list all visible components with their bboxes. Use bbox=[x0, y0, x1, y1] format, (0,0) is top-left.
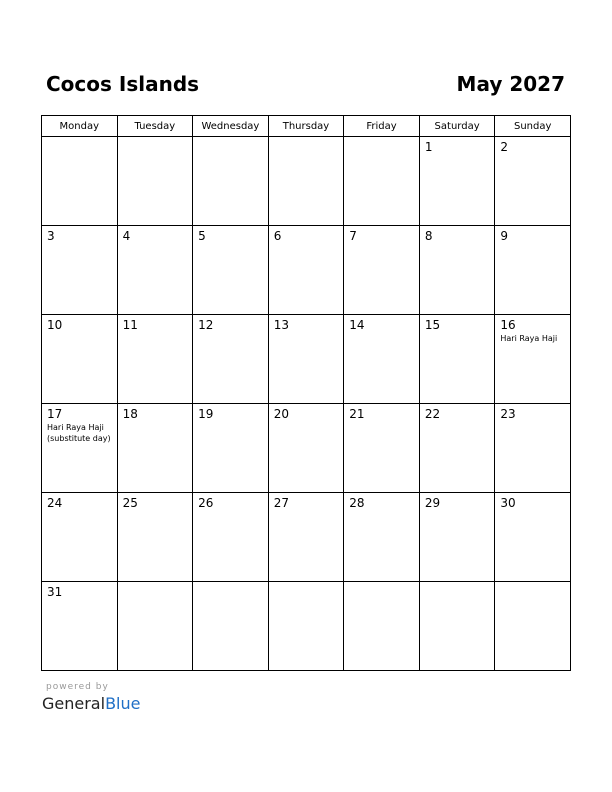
day-number: 9 bbox=[500, 229, 509, 243]
day-cell bbox=[193, 582, 269, 671]
day-number: 12 bbox=[198, 318, 214, 332]
day-number: 5 bbox=[198, 229, 206, 243]
day-cell bbox=[117, 582, 193, 671]
week-row bbox=[42, 226, 571, 315]
day-number: 29 bbox=[424, 496, 441, 510]
weekday-header-row bbox=[42, 116, 571, 137]
day-cell bbox=[495, 404, 571, 493]
day-cell bbox=[117, 404, 193, 493]
day-number: 17 bbox=[47, 407, 63, 421]
day-number: 25 bbox=[122, 496, 138, 510]
day-cell bbox=[193, 493, 269, 582]
day-cell bbox=[495, 493, 571, 582]
day-number: 26 bbox=[198, 496, 214, 510]
day-number: 7 bbox=[349, 229, 357, 243]
week-row bbox=[42, 315, 571, 404]
holiday-label: Hari Raya Haji (substitute day) bbox=[47, 423, 111, 443]
day-number: 30 bbox=[500, 496, 516, 510]
day-cell bbox=[419, 493, 495, 582]
day-number: 15 bbox=[424, 318, 441, 332]
day-cell bbox=[193, 404, 269, 493]
weekday-header: Thursday bbox=[268, 116, 344, 137]
day-cell bbox=[344, 404, 420, 493]
weekday-header: Monday bbox=[42, 116, 118, 137]
day-cell bbox=[193, 315, 269, 404]
day-number: 3 bbox=[47, 229, 55, 243]
day-cell bbox=[42, 315, 118, 404]
day-number: 1 bbox=[424, 140, 433, 154]
day-cell bbox=[193, 137, 269, 226]
day-number: 10 bbox=[47, 318, 63, 332]
weekday-header: Wednesday bbox=[193, 116, 269, 137]
day-cell bbox=[42, 582, 118, 671]
day-cell bbox=[42, 226, 118, 315]
day-cell bbox=[42, 404, 118, 493]
weekday-header: Friday bbox=[344, 116, 420, 137]
day-cell bbox=[344, 137, 420, 226]
day-cell bbox=[495, 137, 571, 226]
day-cell bbox=[268, 137, 344, 226]
holiday-label: Hari Raya Haji bbox=[500, 334, 558, 343]
day-number: 16 bbox=[500, 318, 516, 332]
day-number: 8 bbox=[424, 229, 433, 243]
day-cell bbox=[419, 137, 495, 226]
day-number: 6 bbox=[273, 229, 282, 243]
powered-by-label: powered by bbox=[46, 682, 109, 692]
week-row bbox=[42, 493, 571, 582]
day-cell bbox=[344, 582, 420, 671]
day-number: 23 bbox=[500, 407, 516, 421]
day-cell bbox=[117, 315, 193, 404]
day-number: 13 bbox=[273, 318, 289, 332]
day-number: 31 bbox=[47, 585, 63, 599]
day-cell bbox=[419, 404, 495, 493]
day-number: 2 bbox=[500, 140, 509, 154]
day-number: 24 bbox=[47, 496, 63, 510]
day-cell bbox=[419, 582, 495, 671]
day-cell bbox=[117, 493, 193, 582]
month-calendar-grid bbox=[41, 115, 571, 671]
day-cell bbox=[495, 315, 571, 404]
day-number: 27 bbox=[273, 496, 289, 510]
week-row bbox=[42, 137, 571, 226]
calendar-month-title: May 2027 bbox=[456, 72, 565, 96]
day-cell bbox=[117, 137, 193, 226]
day-cell bbox=[117, 226, 193, 315]
day-cell bbox=[268, 404, 344, 493]
day-cell bbox=[268, 315, 344, 404]
day-cell bbox=[268, 493, 344, 582]
day-cell bbox=[193, 226, 269, 315]
day-number: 4 bbox=[122, 229, 131, 243]
day-cell bbox=[344, 315, 420, 404]
day-cell bbox=[419, 315, 495, 404]
weekday-header: Sunday bbox=[495, 116, 571, 137]
day-cell bbox=[419, 226, 495, 315]
day-cell bbox=[495, 582, 571, 671]
day-number: 21 bbox=[349, 407, 365, 421]
day-number: 22 bbox=[424, 407, 441, 421]
day-number: 14 bbox=[349, 318, 365, 332]
week-row bbox=[42, 582, 571, 671]
day-number: 11 bbox=[122, 318, 138, 332]
weekday-header: Tuesday bbox=[117, 116, 193, 137]
day-number: 18 bbox=[122, 407, 138, 421]
day-cell bbox=[268, 226, 344, 315]
day-cell bbox=[268, 582, 344, 671]
day-cell bbox=[42, 493, 118, 582]
week-row bbox=[42, 404, 571, 493]
day-cell bbox=[495, 226, 571, 315]
day-cell bbox=[344, 226, 420, 315]
day-number: 28 bbox=[349, 496, 365, 510]
day-number: 19 bbox=[198, 407, 214, 421]
calendar-location-title: Cocos Islands bbox=[46, 72, 200, 96]
day-cell bbox=[42, 137, 118, 226]
weekday-header: Saturday bbox=[419, 116, 495, 137]
day-number: 20 bbox=[273, 407, 289, 421]
brand-general-text: General bbox=[42, 694, 106, 713]
day-cell bbox=[344, 493, 420, 582]
brand-blue-text: Blue bbox=[105, 694, 141, 713]
generalblue-logo bbox=[42, 694, 140, 713]
